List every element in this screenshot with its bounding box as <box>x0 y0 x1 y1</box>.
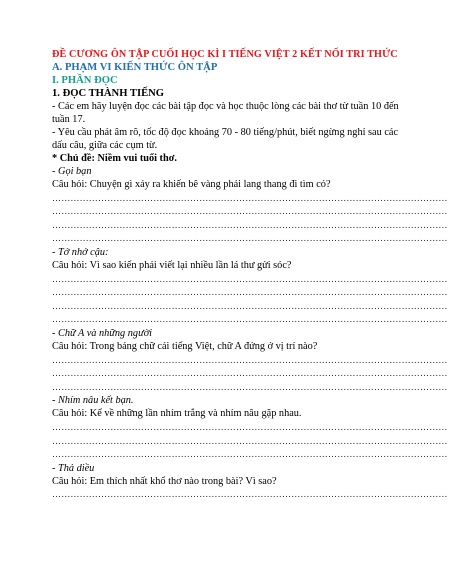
lesson-block <box>52 165 448 246</box>
lesson-title: - Tớ nhớ cậu: <box>52 246 109 258</box>
answer-line[interactable]: ………………………………………………………………………………………………………………… <box>52 206 448 217</box>
answer-line[interactable]: ………………………………………………………………………………………………………………… <box>52 489 448 500</box>
section-i-heading: I. PHẦN ĐỌC <box>52 75 118 86</box>
document-page <box>52 48 448 502</box>
lesson-question: Câu hỏi: Chuyện gì xảy ra khiến bê vàng phải lang thang đi tìm cỏ? <box>52 179 331 190</box>
answer-line[interactable]: ………………………………………………………………………………………………………………… <box>52 381 448 392</box>
lesson-title: - Chữ A và những người <box>52 327 153 339</box>
section-a-heading: A. PHẠM VI KIẾN THỨC ÔN TẬP <box>52 62 218 73</box>
theme-heading: * Chủ đề: Niềm vui tuổi thơ. <box>52 153 177 164</box>
answer-line[interactable]: ………………………………………………………………………………………………………………… <box>52 435 448 446</box>
instruction-bullet-1: - Các em hãy luyện đọc các bài tập đọc và học thuộc lòng các bài thơ từ tuần 10 đến tuần 17. <box>52 101 399 125</box>
instruction-bullet-2: - Yêu cầu phát âm rõ, tốc độ đọc khoảng 70 - 80 tiếng/phút, biết ngừng nghỉ sau các dấu câu, giữa các cụm từ. <box>52 127 399 151</box>
answer-line[interactable]: ………………………………………………………………………………………………………………… <box>52 300 448 311</box>
lesson-title: - Thả diều <box>52 462 95 474</box>
lesson-block <box>52 327 448 394</box>
reading-aloud-heading: 1. ĐỌC THÀNH TIẾNG <box>52 88 165 99</box>
answer-line[interactable]: ………………………………………………………………………………………………………………… <box>52 219 448 230</box>
answer-line[interactable]: ………………………………………………………………………………………………………………… <box>52 354 448 365</box>
answer-line[interactable]: ………………………………………………………………………………………………………………… <box>52 314 448 325</box>
answer-line[interactable]: ………………………………………………………………………………………………………………… <box>52 449 448 460</box>
lesson-block <box>52 394 448 461</box>
lesson-question: Câu hỏi: Em thích nhất khổ thơ nào trong bài? Vì sao? <box>52 475 277 487</box>
answer-line[interactable]: ………………………………………………………………………………………………………………… <box>52 287 448 298</box>
document-title: ĐỀ CƯƠNG ÔN TẬP CUỐI HỌC KÌ I TIẾNG VIỆT 2 KẾT NỐI TRI THỨC <box>52 49 398 60</box>
lesson-question: Câu hỏi: Vì sao kiến phải viết lại nhiều lần lá thư gửi sóc? <box>52 259 292 271</box>
answer-line[interactable]: ………………………………………………………………………………………………………………… <box>52 192 448 203</box>
lesson-block <box>52 246 448 327</box>
lesson-title: - Nhím nâu kết bạn. <box>52 395 134 407</box>
lesson-question: Câu hỏi: Kể về những lần nhím trắng và nhím nâu gặp nhau. <box>52 408 302 420</box>
lesson-question: Câu hỏi: Trong bảng chữ cái tiếng Việt, chữ A đứng ở vị trí nào? <box>52 340 318 352</box>
answer-line[interactable]: ………………………………………………………………………………………………………………… <box>52 273 448 284</box>
lesson-title: - Gọi bạn <box>52 166 92 177</box>
lesson-block <box>52 462 448 502</box>
answer-line[interactable]: ………………………………………………………………………………………………………………… <box>52 368 448 379</box>
answer-line[interactable]: ………………………………………………………………………………………………………………… <box>52 233 448 244</box>
answer-line[interactable]: ………………………………………………………………………………………………………………… <box>52 421 448 432</box>
